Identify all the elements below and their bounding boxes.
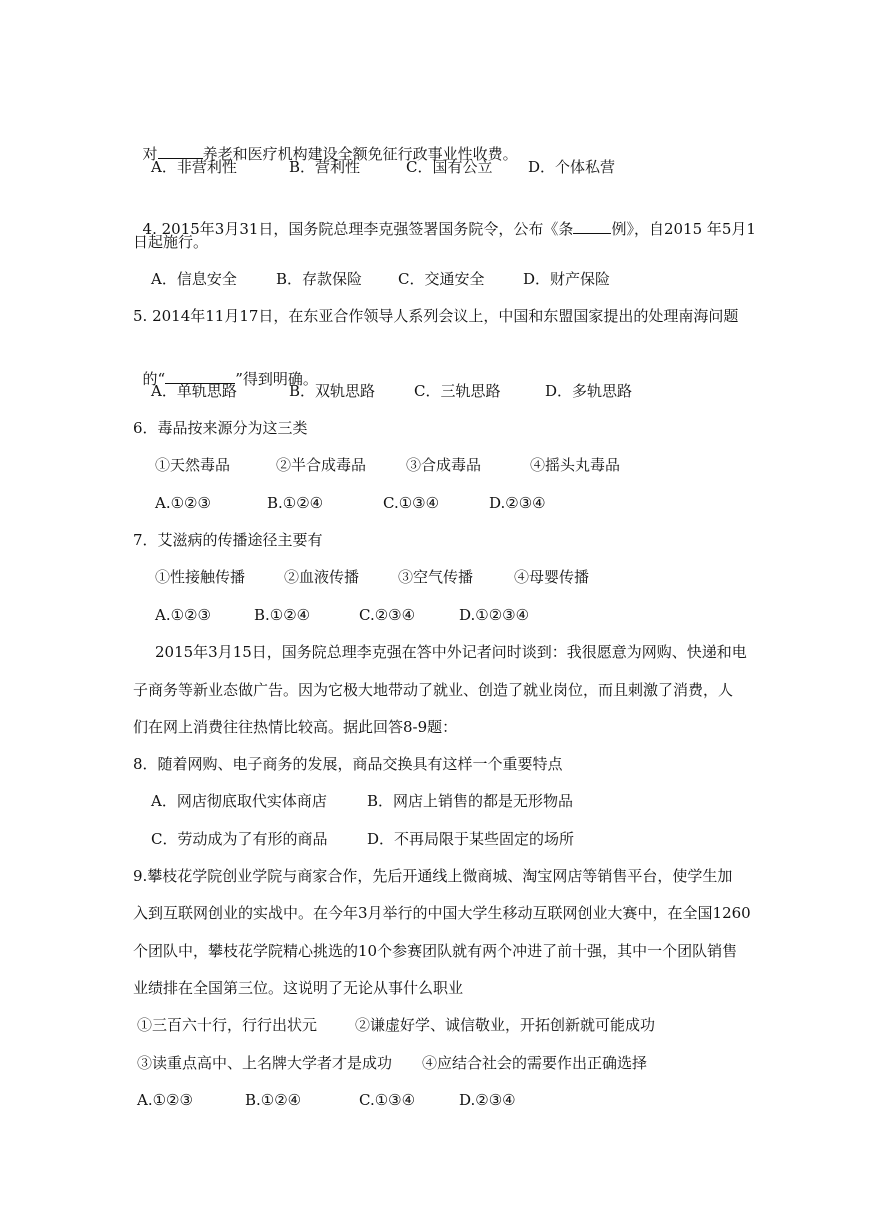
q9-item-4: ④应结合社会的需要作出正确选择 bbox=[422, 1054, 648, 1072]
q3-option-a: A．非营利性 bbox=[151, 158, 237, 176]
q9-item-3: ③读重点高中、上名牌大学者才是成功 bbox=[137, 1054, 393, 1072]
q9-option-c: C.①③④ bbox=[359, 1091, 416, 1109]
q3-stem-post: 养老和医疗机构建设全额免征行政事业性收费。 bbox=[202, 145, 518, 163]
q5-option-d: D．多轨思路 bbox=[545, 382, 633, 400]
q4-option-a: A．信息安全 bbox=[151, 270, 237, 288]
q8-option-b: B．网店上销售的都是无形物品 bbox=[367, 792, 574, 810]
q3-option-c: C．国有公立 bbox=[406, 158, 493, 176]
q3-option-b: B．营利性 bbox=[289, 158, 361, 176]
passage-line-3: 们在网上消费往往热情比较高。据此回答8-9题： bbox=[133, 718, 458, 736]
q6-item-2: ②半合成毒品 bbox=[276, 456, 367, 474]
passage-line-2: 子商务等新业态做广告。因为它极大地带动了就业、创造了就业岗位，而且刺激了消费，人 bbox=[133, 681, 734, 699]
q9-stem-line-2: 入到互联网创业的实战中。在今年3月举行的中国大学生移动互联网创业大赛中，在全国1260 bbox=[133, 904, 751, 922]
q7-item-2: ②血液传播 bbox=[284, 568, 360, 586]
q9-stem-line-1: 9.攀枝花学院创业学院与商家合作，先后开通线上微商城、淘宝网店等销售平台，使学生加 bbox=[133, 867, 733, 885]
q7-item-4: ④母婴传播 bbox=[514, 568, 590, 586]
q8-option-c: C．劳动成为了有形的商品 bbox=[151, 830, 328, 848]
q6-option-d: D.②③④ bbox=[489, 494, 546, 512]
passage-line-1: 2015年3月15日，国务院总理李克强在答中外记者问时谈到：我很愿意为网购、快递和电 bbox=[155, 643, 747, 661]
q5-stem-part-2: ”得到明确。 bbox=[235, 370, 318, 388]
q6-option-a: A.①②③ bbox=[155, 494, 211, 512]
q6-item-1: ①天然毒品 bbox=[155, 456, 231, 474]
q9-stem-line-3: 个团队中，攀枝花学院精心挑选的10个参赛团队就有两个冲进了前十强，其中一个团队销售 bbox=[133, 942, 738, 960]
q4-answer-blank bbox=[573, 216, 611, 234]
q8-option-d: D．不再局限于某些固定的场所 bbox=[367, 830, 575, 848]
q6-item-3: ③合成毒品 bbox=[406, 456, 482, 474]
q3-stem-pre: 对 bbox=[142, 145, 158, 163]
q4-stem-line-2: 日起施行。 bbox=[133, 233, 209, 251]
q7-stem: 7．艾滋病的传播途径主要有 bbox=[133, 531, 323, 549]
q6-item-4: ④摇头丸毒品 bbox=[530, 456, 621, 474]
q7-item-3: ③空气传播 bbox=[398, 568, 474, 586]
q6-stem: 6．毒品按来源分为这三类 bbox=[133, 419, 308, 437]
q8-option-a: A．网店彻底取代实体商店 bbox=[151, 792, 327, 810]
q5-option-a: A．单轨思路 bbox=[151, 382, 237, 400]
q5-option-b: B．双轨思路 bbox=[289, 382, 376, 400]
q9-item-2: ②谦虚好学、诚信敬业，开拓创新就可能成功 bbox=[355, 1016, 656, 1034]
q6-option-b: B.①②④ bbox=[267, 494, 324, 512]
q4-option-d: D．财产保险 bbox=[523, 270, 611, 288]
q7-option-d: D.①②③④ bbox=[459, 606, 530, 624]
q7-option-b: B.①②④ bbox=[254, 606, 311, 624]
q4-stem-part-1: 4. 2015年3月31日，国务院总理李克强签署国务院令，公布《条 bbox=[142, 220, 574, 238]
q4-stem-line-1 bbox=[133, 192, 756, 238]
q3-option-d: D．个体私营 bbox=[528, 158, 616, 176]
q9-option-b: B.①②④ bbox=[245, 1091, 302, 1109]
q5-stem-line-2 bbox=[133, 342, 318, 388]
q9-item-1: ①三百六十行，行行出状元 bbox=[137, 1016, 318, 1034]
q5-stem-line-1: 5. 2014年11月17日，在东亚合作领导人系列会议上，中国和东盟国家提出的处理南海问题 bbox=[133, 307, 739, 325]
q4-stem-part-2: 例》，自2015 年5月1 bbox=[611, 220, 756, 238]
q7-item-1: ①性接触传播 bbox=[155, 568, 246, 586]
q7-option-c: C.②③④ bbox=[359, 606, 416, 624]
q9-option-a: A.①②③ bbox=[137, 1091, 193, 1109]
q8-stem: 8．随着网购、电子商务的发展，商品交换具有这样一个重要特点 bbox=[133, 755, 563, 773]
q6-option-c: C.①③④ bbox=[383, 494, 440, 512]
q5-stem-part-1: 的“ bbox=[142, 370, 166, 388]
q4-option-c: C．交通安全 bbox=[398, 270, 485, 288]
q9-stem-line-4: 业绩排在全国第三位。这说明了无论从事什么职业 bbox=[133, 979, 464, 997]
q9-option-d: D.②③④ bbox=[459, 1091, 516, 1109]
q3-stem-line bbox=[133, 117, 518, 163]
q7-option-a: A.①②③ bbox=[155, 606, 211, 624]
q4-option-b: B．存款保险 bbox=[276, 270, 363, 288]
q5-option-c: C．三轨思路 bbox=[414, 382, 501, 400]
